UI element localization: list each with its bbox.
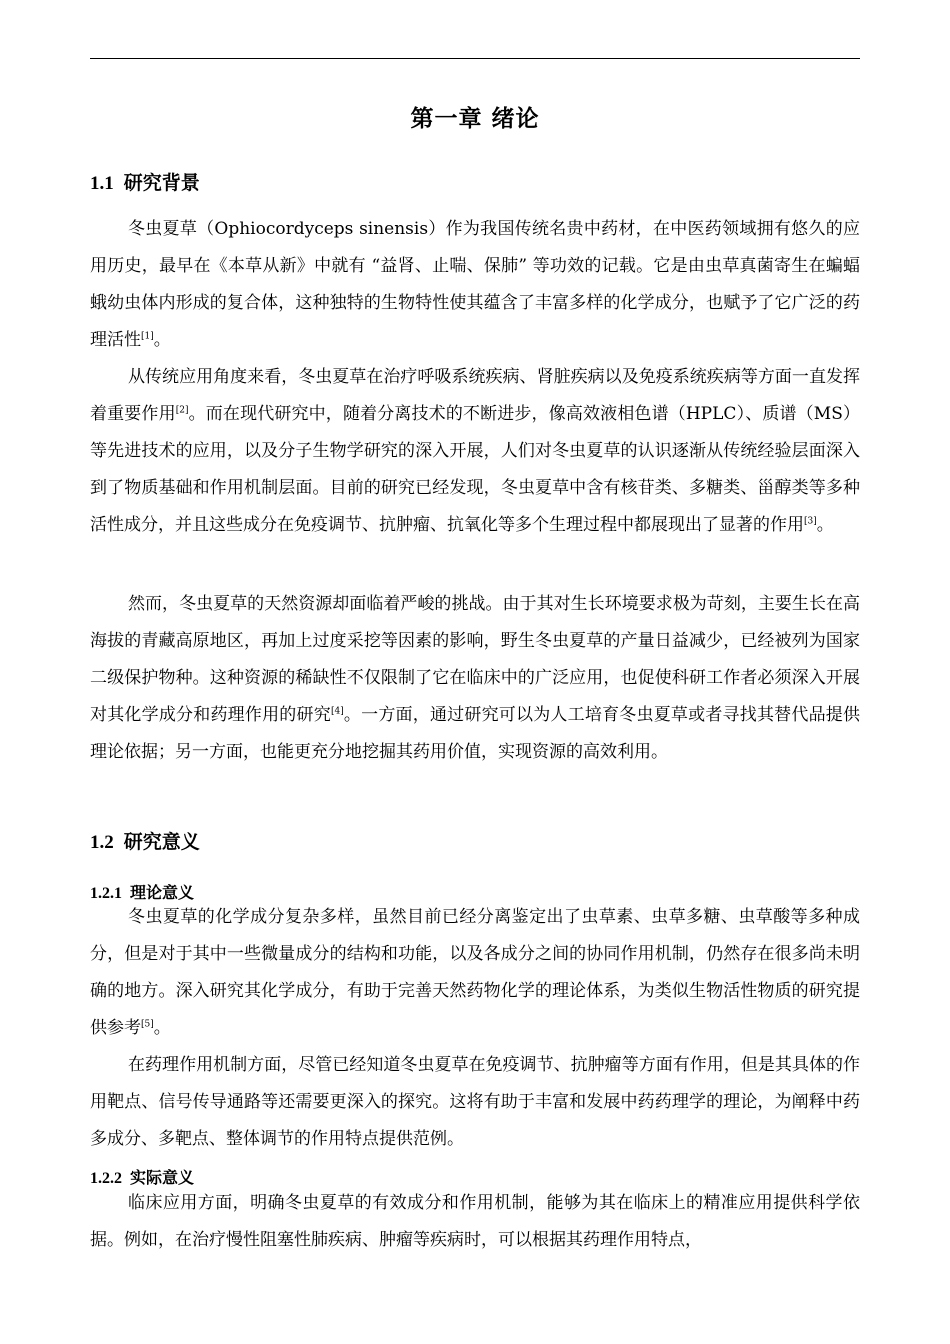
section-title: 研究意义 (123, 831, 200, 853)
paragraph-background-2 (90, 359, 860, 544)
citation: [1] (141, 331, 154, 342)
paragraph-practical-1 (90, 1185, 860, 1259)
paragraph-text: 从传统应用角度来看，冬虫夏草在治疗呼吸系统疾病、肾脏疾病以及免疫系统疾病等方面一直发挥着重要作用 (90, 367, 860, 424)
paragraph-theory-2 (90, 1047, 860, 1158)
paragraph-text: 然而，冬虫夏草的天然资源却面临着严峻的挑战。由于其对生长环境要求极为苛刻，主要生长在高海拔的青藏高原地区，再加上过度采挖等因素的影响，野生冬虫夏草的产量日益减少，已经被列为国家二级保护物种。这种资源的稀缺性不仅限制了它在临床中的广泛应用，也促使科研工作者必须深入开展对其化学成分和药理作用的研究 (90, 594, 860, 725)
paragraph-text: 。一方面，通过研究可以为人工培育冬虫夏草或者寻找其替代品提供理论依据；另一方面，也能更充分地挖掘其药用价值，实现资源的高效利用。 (90, 705, 861, 762)
section-title: 研究背景 (123, 172, 200, 194)
section-number: 1.2 (90, 832, 114, 853)
paragraph-text: 。 (153, 1018, 171, 1038)
paragraph-text: 冬虫夏草（Ophiocordyceps sinensis）作为我国传统名贵中药材，在中医药领域拥有悠久的应用历史，最早在《本草从新》中就有 “益肾、止喘、保肺” 等功效的记载。它是由虫草真菌寄生在蝙蝠蛾幼虫体内形成的复合体，这种独特的生物特性使其蕴含了丰富多样的化学成分，也赋予了它广泛的药理活性 (90, 219, 860, 350)
paragraph-theory-1 (90, 899, 860, 1047)
chapter-title: 第一章 绪论 (410, 106, 540, 132)
paragraph-text: 临床应用方面，明确冬虫夏草的有效成分和作用机制，能够为其在临床上的精准应用提供科学依据。例如，在治疗慢性阻塞性肺疾病、肿瘤等疾病时，可以根据其药理作用特点， (90, 1193, 860, 1250)
citation: [4] (330, 706, 344, 717)
paragraph-text: 。 (816, 515, 834, 535)
paragraph-background-1 (90, 211, 860, 359)
section-heading-1-2 (90, 827, 200, 854)
paragraph-text: 。而在现代研究中，随着分离技术的不断进步，像高效液相色谱（HPLC）、质谱（MS）等先进技术的应用，以及分子生物学研究的深入开展，人们对冬虫夏草的认识逐渐从传统经验层面深入到了物质基础和作用机制层面。目前的研究已经发现，冬虫夏草中含有核苷类、多糖类、甾醇类等多种活性成分，并且这些成分在免疫调节、抗肿瘤、抗氧化等多个生理过程中都展现出了显著的作用 (90, 404, 860, 535)
section-heading-1-1 (90, 168, 200, 195)
paragraph-text: 在药理作用机制方面，尽管已经知道冬虫夏草在免疫调节、抗肿瘤等方面有作用，但是其具体的作用靶点、信号传导通路等还需要更深入的探究。这将有助于丰富和发展中药药理学的理论，为阐释中药多成分、多靶点、整体调节的作用特点提供范例。 (90, 1055, 860, 1149)
paragraph-background-3 (90, 586, 860, 771)
subsection-number: 1.2.2 (90, 1170, 122, 1187)
paragraph-text: 。 (153, 330, 171, 350)
subsection-title: 理论意义 (130, 883, 195, 902)
subsection-title: 实际意义 (130, 1168, 195, 1187)
citation: [2] (175, 405, 189, 416)
citation: [3] (804, 516, 817, 527)
paragraph-text: 冬虫夏草的化学成分复杂多样，虽然目前已经分离鉴定出了虫草素、虫草多糖、虫草酸等多种成分，但是对于其中一些微量成分的结构和功能，以及各成分之间的协同作用机制，仍然存在很多尚未明确的地方。深入研究其化学成分，有助于完善天然药物化学的理论体系，为类似生物活性物质的研究提供参考 (90, 907, 860, 1038)
citation: [5] (141, 1019, 154, 1030)
header-rule (90, 58, 860, 59)
subsection-number: 1.2.1 (90, 885, 122, 902)
section-number: 1.1 (90, 173, 114, 194)
